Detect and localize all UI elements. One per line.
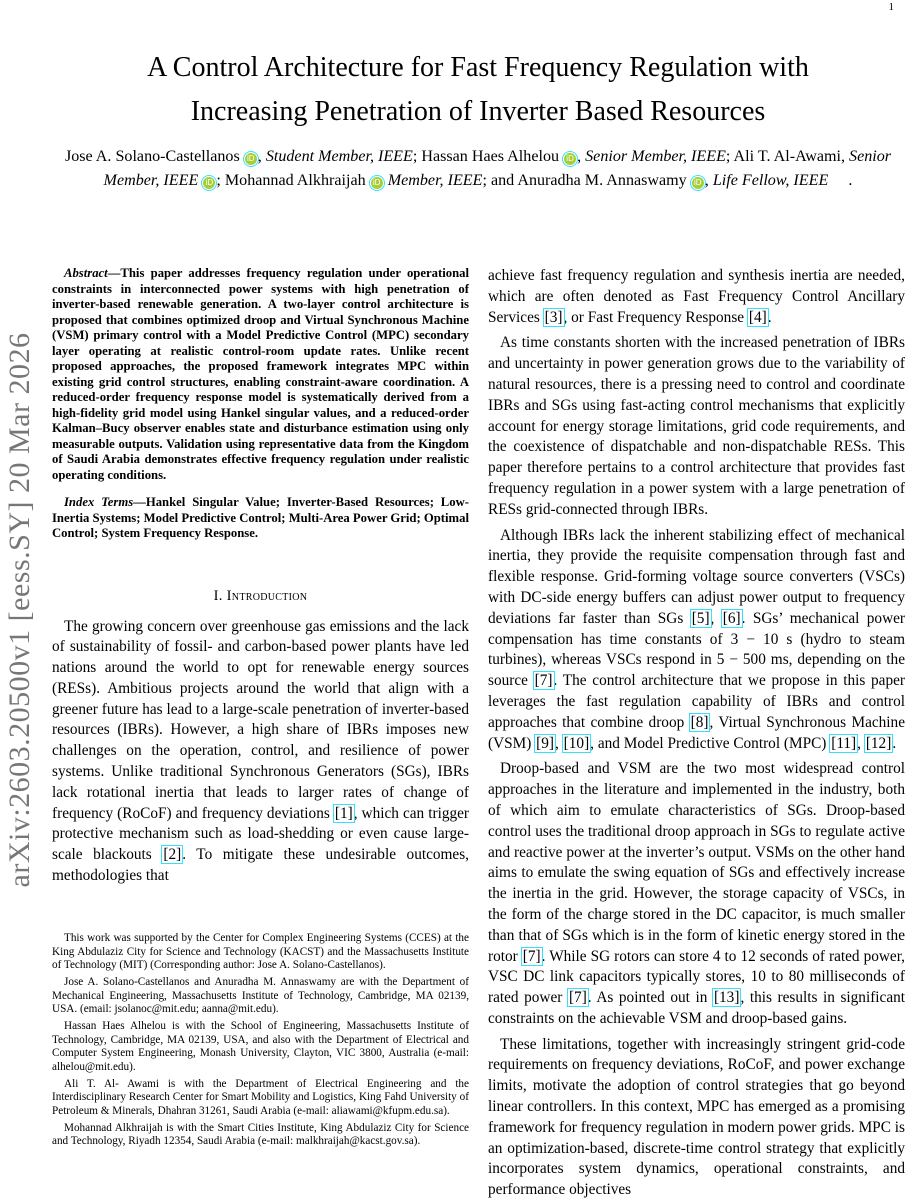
author-name: Mohannad Alkhraijah <box>224 171 366 189</box>
citation-link[interactable]: [10] <box>563 734 590 752</box>
author-list: Jose A. Solano-Castellanos iD , Student Member, IEEE; Hassan Haes Alhelou iD , Senior Member, IEEE; Ali T. Al-Awami, Senior Member, IEEE iD ; Mohannad Alkhraijah iD Member, IEEE; and Anuradha M. Annaswamy iD , Life Fellow, IEEE . <box>64 148 892 189</box>
index-terms-text: Hankel Singular Value; Inverter-Based Resources; Low-Inertia Systems; Model Predictive Control; Multi-Area Power Grid; Optimal Control; System Frequency Response. <box>52 495 469 540</box>
citation-link[interactable]: [11] <box>831 734 857 752</box>
paper-title <box>70 46 886 134</box>
footnote-affiliation: Ali T. Al- Awami is with the Department of Electrical Engineering and the Interdisciplinary Research Center for Smart Mobility and Logistics, King Fahd University of Petroleum & Minerals, Dhahran 31261, Saudi Arabia (e-mail: aliawami@kfupm.edu.sa). <box>52 1077 469 1117</box>
abstract-text: This paper addresses frequency regulation under operational constraints in interconnected power systems with high penetration of inverter-based renewable generation. A two-layer control architecture is proposed that combines optimized droop and Virtual Synchronous Machine (VSM) primary control with a Model Predictive Control (MPC) secondary layer operating at realistic control-room update rates. Unlike recent proposed approaches, the proposed framework integrates MPC within existing grid control structures, enabling constraint-aware coordination. A reduced-order frequency response model is systematically derived from a high-fidelity grid model using Hankel singular values, and a reduced-order Kalman–Bucy observer enables state and disturbance estimation using only measurable outputs. Validation using representative data from the Kingdom of Saudi Arabia demonstrates effective frequency regulation under realistic operating conditions. <box>52 266 469 482</box>
author-name: Ali T. Al-Awami <box>733 148 841 165</box>
citation-link[interactable]: [3] <box>544 308 563 326</box>
author-name: Anuradha M. Annaswamy <box>517 171 687 189</box>
arxiv-sidebar <box>0 295 40 925</box>
author-name: Hassan Haes Alhelou <box>421 148 560 165</box>
index-terms-label: Index Terms <box>64 495 134 509</box>
footnote-funding: This work was supported by the Center for Complex Engineering Systems (CCES) at the King Abdulaziz City for Science and Technology (KACST) and the Massachusetts Institute of Technology (MIT) (Corresponding author: Jose A. Solano-Castellanos). <box>52 932 469 971</box>
citation-link[interactable]: [6] <box>722 609 741 627</box>
citation-link[interactable]: [13] <box>713 989 740 1007</box>
citation-link[interactable]: [12] <box>865 734 892 752</box>
citation-link[interactable]: [7] <box>522 947 541 965</box>
orcid-icon[interactable]: iD <box>692 177 704 189</box>
citation-link[interactable]: [2] <box>163 846 182 864</box>
abstract: Abstract—This paper addresses frequency regulation under operational constraints in interconnected power systems with high penetration of inverter-based renewable generation. A two-layer control architecture is proposed that combines optimized droop and Virtual Synchronous Machine (VSM) primary control with a Model Predictive Control (MPC) secondary layer operating at realistic control-room update rates. Unlike recent proposed approaches, the proposed framework integrates MPC within existing grid control structures, enabling constraint-aware coordination. A reduced-order frequency response model is systematically derived from a high-fidelity grid model using Hankel singular values, and a reduced-order Kalman–Bucy observer enables state and disturbance estimation using only measurable outputs. Validation using representative data from the Kingdom of Saudi Arabia demonstrates effective frequency regulation under realistic operating conditions. <box>52 266 469 482</box>
orcid-icon[interactable]: iD <box>245 153 257 165</box>
section-heading-introduction: I. Introduction <box>213 587 308 604</box>
paragraph: These limitations, together with increasingly stringent grid-code requirements on frequency deviations, RoCoF, and power exchange limits, motivate the adoption of control strategies that go beyond linear controllers. In this context, MPC has emerged as a promising framework for frequency regulation in modern power grids. MPC is an optimization-based, discrete-time control strategy that explicitly incorporates system dynamics, operational constraints, and performance objectives <box>488 1035 905 1199</box>
author-name: Jose A. Solano-Castellanos <box>64 148 240 165</box>
author-membership: Member, IEEE <box>387 171 483 189</box>
paragraph: Although IBRs lack the inherent stabilizing effect of mechanical inertia, they provide the requisite compensation through fast and flexible response. Grid-forming voltage source converters (VSCs) with DC-side energy buffers can adjust power output to frequency deviations far faster than SGs [5], [6]. SGs’ mechanical power compensation has time constants of 3 − 10 s (hydro to steam turbines), whereas VSCs respond in 5 − 500 ms, depending on the source [7]. The control architecture that we propose in this paper leverages the fast regulation capability of IBRs and control approaches that combine droop [8], Virtual Synchronous Machine (VSM) [9], [10], and Model Predictive Control (MPC) [11], [12]. <box>488 526 906 752</box>
title-line-1: A Control Architecture for Fast Frequency Regulation with <box>147 52 809 83</box>
citation-link[interactable]: [9] <box>536 734 555 752</box>
orcid-icon[interactable]: iD <box>203 177 215 189</box>
author-membership: Senior Member, IEEE <box>585 148 726 165</box>
citation-link[interactable]: [7] <box>534 672 553 690</box>
citation-link[interactable]: [4] <box>748 308 767 326</box>
arxiv-identifier[interactable]: arXiv:2603.20500v1 [eess.SY] 20 Mar 2026 <box>3 332 36 888</box>
author-membership: Senior Member, IEEE <box>103 148 892 189</box>
citation-link[interactable]: [7] <box>568 989 587 1007</box>
page-number: 1 <box>888 1 894 13</box>
abstract-label: Abstract <box>64 266 108 280</box>
citation-link[interactable]: [1] <box>334 804 353 822</box>
author-membership: Student Member, IEEE <box>265 148 413 165</box>
footnote-affiliation: Hassan Haes Alhelou is with the School of Engineering, Massachusetts Institute of Technology, Cambridge, MA 02139, USA, and also with the Department of Electrical and Computer System Engineering, Monash University, Clayton, VIC 3800, Australia (e-mail: alhelou@mit.edu). <box>52 1020 469 1073</box>
citation-link[interactable]: [8] <box>690 713 709 731</box>
author-membership: Life Fellow, IEEE <box>712 171 829 189</box>
citation-link[interactable]: [5] <box>691 609 710 627</box>
footnote-affiliation: Jose A. Solano-Castellanos and Anuradha M. Annaswamy are with the Department of Mechanical Engineering, Massachusetts Institute of Technology, Cambridge, MA 02139, USA. (email: jsolanoc@mit.edu; aanna@mit.edu). <box>52 976 469 1015</box>
introduction-left-text: The growing concern over greenhouse gas emissions and the lack of sustainability of fossil- and carbon-based power plants have led nations around the world to opt for renewable energy sources (RESs). Ambitious projects around the world that align with a greener future has lead to a large-scale penetration of inverter-based resources (IBRs). However, a high share of IBRs imposes new challenges on the operation, control, and resilience of power systems. Unlike traditional Synchronous Generators (SGs), IBRs lack rotational inertia that leads to larger rates of change of frequency (RoCoF) and frequency deviations [1], which can trigger protective mechanism such as load-shedding or even cause large-scale blackouts [2]. To mitigate these undesirable outcomes, methodologies that <box>52 617 470 885</box>
left-column <box>52 266 469 887</box>
footnotes <box>52 932 469 1152</box>
footnote-affiliation: Mohannad Alkhraijah is with the Smart Cities Institute, King Abdulaziz City for Science and Technology, Riyadh 12354, Saudi Arabia (e-mail: malkhraijah@kacst.gov.sa). <box>52 1121 469 1147</box>
title-line-2: Increasing Penetration of Inverter Based Resources <box>190 96 766 127</box>
orcid-icon[interactable]: iD <box>371 177 383 189</box>
orcid-icon[interactable]: iD <box>564 153 576 165</box>
paragraph: As time constants shorten with the increased penetration of IBRs and uncertainty in power generation grows due to the variability of natural resources, there is a pressing need to control and coordinate IBRs and SGs using fast-acting control mechanisms that explicitly account for energy storage limitations, grid code requirements, and the coexistence of dispatchable and non-dispatchable RESs. This paper therefore pertains to a control architecture that provides fast frequency regulation in a power system with a large penetration of RESs grid-connected through IBRs. <box>488 334 905 518</box>
right-column <box>488 266 905 1201</box>
paragraph: Droop-based and VSM are the two most widespread control approaches in the literature and implemented in the industry, both of which aim to emulate characteristics of SGs. Droop-based control uses the traditional droop approach in SGs to regulate active and reactive power at the inverter’s output. VSMs on the other hand aims to emulate the swing equation of SGs and effectively increase the inertia in the grid. However, the storage capacity of VSCs, in the form of the charge stored in the DC capacitor, is much smaller than that of SGs which is in the form of kinetic energy stored in the rotor [7]. While SG rotors can store 4 to 12 seconds of rated power, VSC DC link capacitors typically stores, 10 to 80 milliseconds of rated power [7]. As pointed out in [13], this results in significant constraints on the achievable VSM and droop-based gains. <box>488 760 906 1027</box>
paragraph: achieve fast frequency regulation and synthesis inertia are needed, which are often denoted as Fast Frequency Control Ancillary Services [3], or Fast Frequency Response [4]. <box>488 267 905 326</box>
index-terms: Index Terms—Hankel Singular Value; Inverter-Based Resources; Low-Inertia Systems; Model Predictive Control; Multi-Area Power Grid; Optimal Control; System Frequency Response. <box>52 495 469 540</box>
